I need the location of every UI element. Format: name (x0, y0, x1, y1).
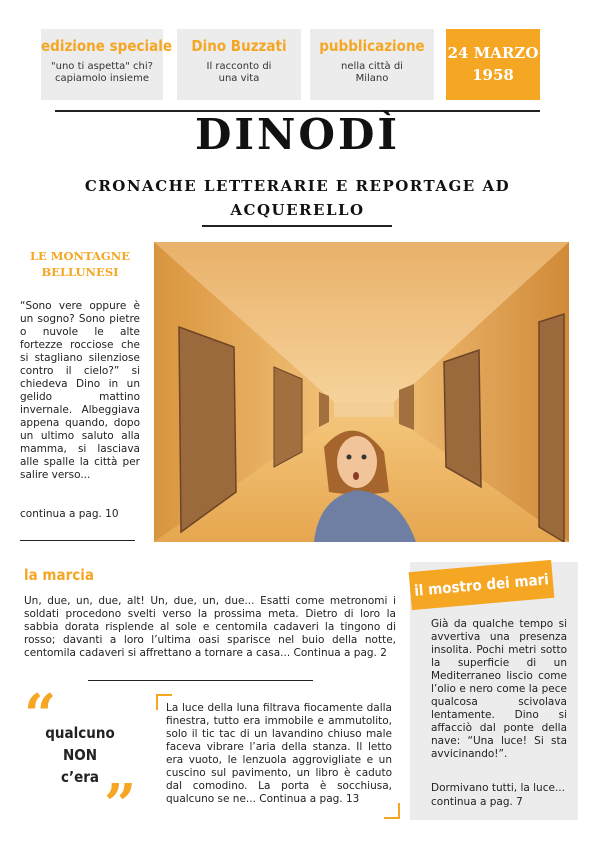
close-quote-icon: ” (104, 772, 137, 838)
mostro-text: Già da qualche tempo si avvertiva una presenza insolita. Pochi metri sotto la superficie di un Mediterraneo liscio come l’olio e nero come la pece qualcosa scivolava lentamente. Dino si affacciò dal ponte della nave: “Una luce! Si sta avvicinando!”. (431, 618, 567, 760)
montagne-rule (20, 540, 135, 541)
header-box-publication (310, 29, 434, 100)
mostro-title: il mostro dei mari (409, 560, 555, 610)
qualcuno-line1: qualcuno (45, 724, 115, 742)
date-badge: 24 MARZO 1958 (446, 29, 540, 100)
header-box-title: pubblicazione (319, 37, 425, 55)
header-box-author (177, 29, 301, 100)
header-box-title: edizione speciale (41, 37, 172, 55)
mostro-continua: continua a pag. 7 (431, 796, 523, 808)
marcia-text: Un, due, un, due, alt! Un, due, un, due... Esatti come metronomi i soldati procedono svelti verso la prossima meta. Dietro di loro la sabbia dorata risplende al sole e centomila cadaveri la tingono di rosso; davanti a loro l’ultima oasi sparisce nel buio della notte, centomila cadaveri si affrettano a tornare a casa... Continua a pag. 2 (24, 595, 396, 659)
mostro-text-end: Dormivano tutti, la luce... (431, 782, 565, 794)
qualcuno-line2: NON (62, 746, 98, 764)
marcia-rule (88, 680, 313, 681)
header-box-title: Dino Buzzati (191, 37, 287, 55)
header-box-subtitle: Il racconto di una vita (206, 61, 272, 84)
montagne-continua: continua a pag. 10 (20, 508, 119, 520)
header-box-subtitle: nella città di Milano (341, 61, 403, 84)
header-box-edizione (41, 29, 172, 100)
marcia-title: la marcia (24, 566, 94, 584)
montagne-text: “Sono vere oppure è un sogno? Sono pietre o nuvole le alte fortezze rocciose che si stagliano silenziose contro il cielo?” si chiedeva Dino in un gelido mattino invernale. Albeggiava appena quando, dopo un ultimo saluto alla mamma, si lasciava alle spalle la città per salire verso... (20, 300, 140, 481)
open-quote-icon: “ (24, 682, 57, 748)
corridor-illustration (154, 242, 569, 542)
subhead-underline (202, 225, 392, 227)
qualcuno-text: La luce della luna filtrava fiocamente dalla finestra, tutto era immobile e ammutolito, solo il tic tac di un lavandino chiuso male faceva vibrare l’aria della stanza. Il letto era vuoto, le lenzuola aggrovigliate e un cuscino sul pavimento, un libro è caduto dal comodino. La porta è socchiusa, qualcuno se ne... Continua a pag. 13 (166, 702, 392, 805)
montagne-title: LE MONTAGNE BELLUNESI (29, 249, 131, 279)
masthead-subtitle: CRONACHE LETTERARIE E REPORTAGE AD ACQUERELLO (84, 177, 511, 219)
qualcuno-line3: c’era (60, 768, 100, 786)
header-box-subtitle: "uno ti aspetta" chi? capiamolo insieme (51, 61, 153, 84)
masthead-title: DINODÌ (194, 110, 401, 159)
